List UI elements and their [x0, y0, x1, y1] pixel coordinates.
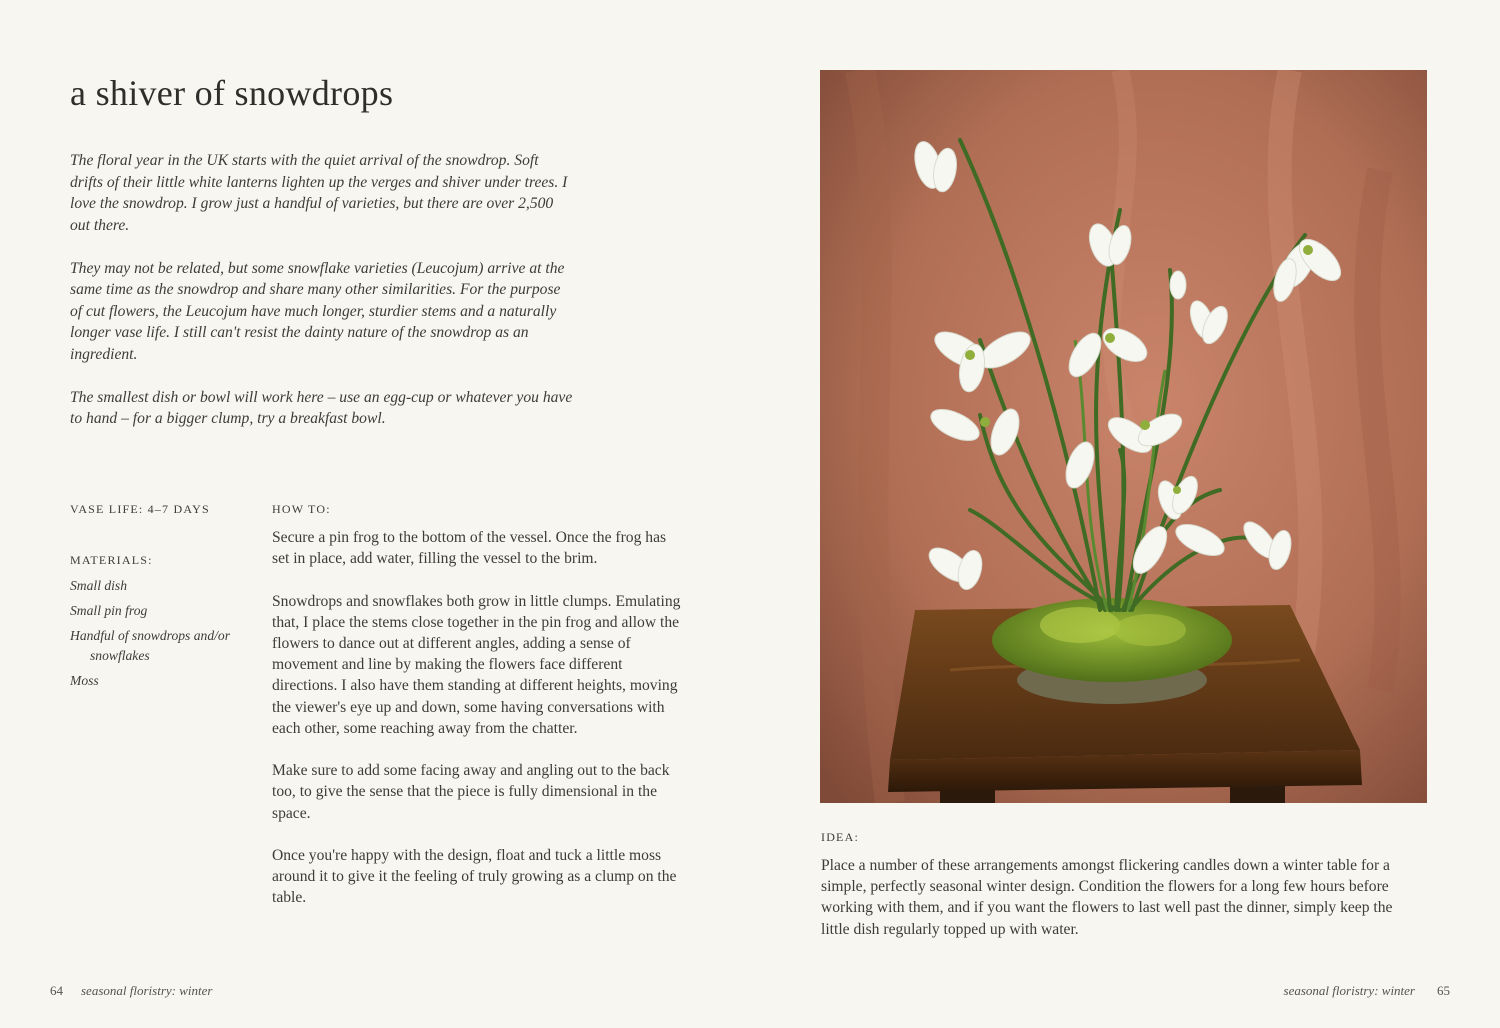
how-to-label: HOW TO:: [272, 502, 331, 516]
page-title: a shiver of snowdrops: [70, 73, 394, 113]
page-number-right: 65: [1437, 983, 1450, 998]
running-title-right: seasonal floristry: winter: [1283, 983, 1415, 998]
how-to-paragraph: Snowdrops and snowflakes both grow in little clumps. Emulating that, I place the stems close together in the pin frog and allow the flowers to dance out at different angles, adding a sense of movement and line by making the flowers face different directions. I also have them standing at different heights, moving the viewer's eye up and down, some having conversations with each other, some reaching away from the chatter.: [272, 592, 681, 737]
material-item: Small dish: [70, 578, 128, 593]
vase-life-label: VASE LIFE: 4–7 DAYS: [70, 502, 210, 516]
how-to-body: [272, 527, 687, 909]
intro-paragraph: The floral year in the UK starts with the quiet arrival of the snowdrop. Soft drifts of their little white lanterns lighten up the verges and shiver under trees. I love the snowdrop. I grow just a handful of varieties, but there are over 2,500 out there.: [70, 152, 568, 234]
materials-label: MATERIALS:: [70, 553, 153, 567]
intro-text: [70, 150, 575, 451]
idea-section: [821, 830, 1421, 940]
materials-list: [70, 576, 250, 691]
footer-right: [1284, 983, 1450, 999]
material-item: Handful of snowdrops and/or snowflakes: [70, 628, 230, 663]
page-number-left: 64: [50, 983, 63, 998]
material-item: Moss: [70, 673, 99, 688]
intro-paragraph: They may not be related, but some snowflake varieties (Leucojum) arrive at the same time as the snowdrop and share many other similarities. For the purpose of cut flowers, the Leucojum have much longer, sturdier stems and a naturally longer vase life. I still can't resist the dainty nature of the snowdrop as an ingredient.: [70, 259, 565, 363]
idea-label: IDEA:: [821, 830, 859, 844]
running-title-left: seasonal floristry: winter: [81, 983, 213, 998]
footer-left: [50, 983, 212, 999]
idea-text: Place a number of these arrangements amongst flickering candles down a winter table for a simple, perfectly seasonal winter design. Condition the flowers for a long few hours before working with them, and if you want the flowers to last well past the dinner, simply keep the little dish regularly topped up with water.: [821, 857, 1393, 938]
materials-section: [70, 553, 250, 696]
how-to-paragraph: Make sure to add some facing away and angling out to the back too, to give the sense that the piece is fully dimensional in the space.: [272, 762, 670, 822]
intro-paragraph: The smallest dish or bowl will work here – use an egg-cup or whatever you have to hand – for a bigger clump, try a breakfast bowl.: [70, 388, 573, 427]
how-to-section: [272, 502, 687, 930]
how-to-paragraph: Once you're happy with the design, float and tuck a little moss around it to give it the feeling of truly growing as a clump on the table.: [272, 847, 677, 907]
material-item: Small pin frog: [70, 603, 148, 618]
snowdrop-arrangement-photo: [820, 70, 1427, 803]
how-to-paragraph: Secure a pin frog to the bottom of the vessel. Once the frog has set in place, add water, filling the vessel to the brim.: [272, 529, 667, 568]
